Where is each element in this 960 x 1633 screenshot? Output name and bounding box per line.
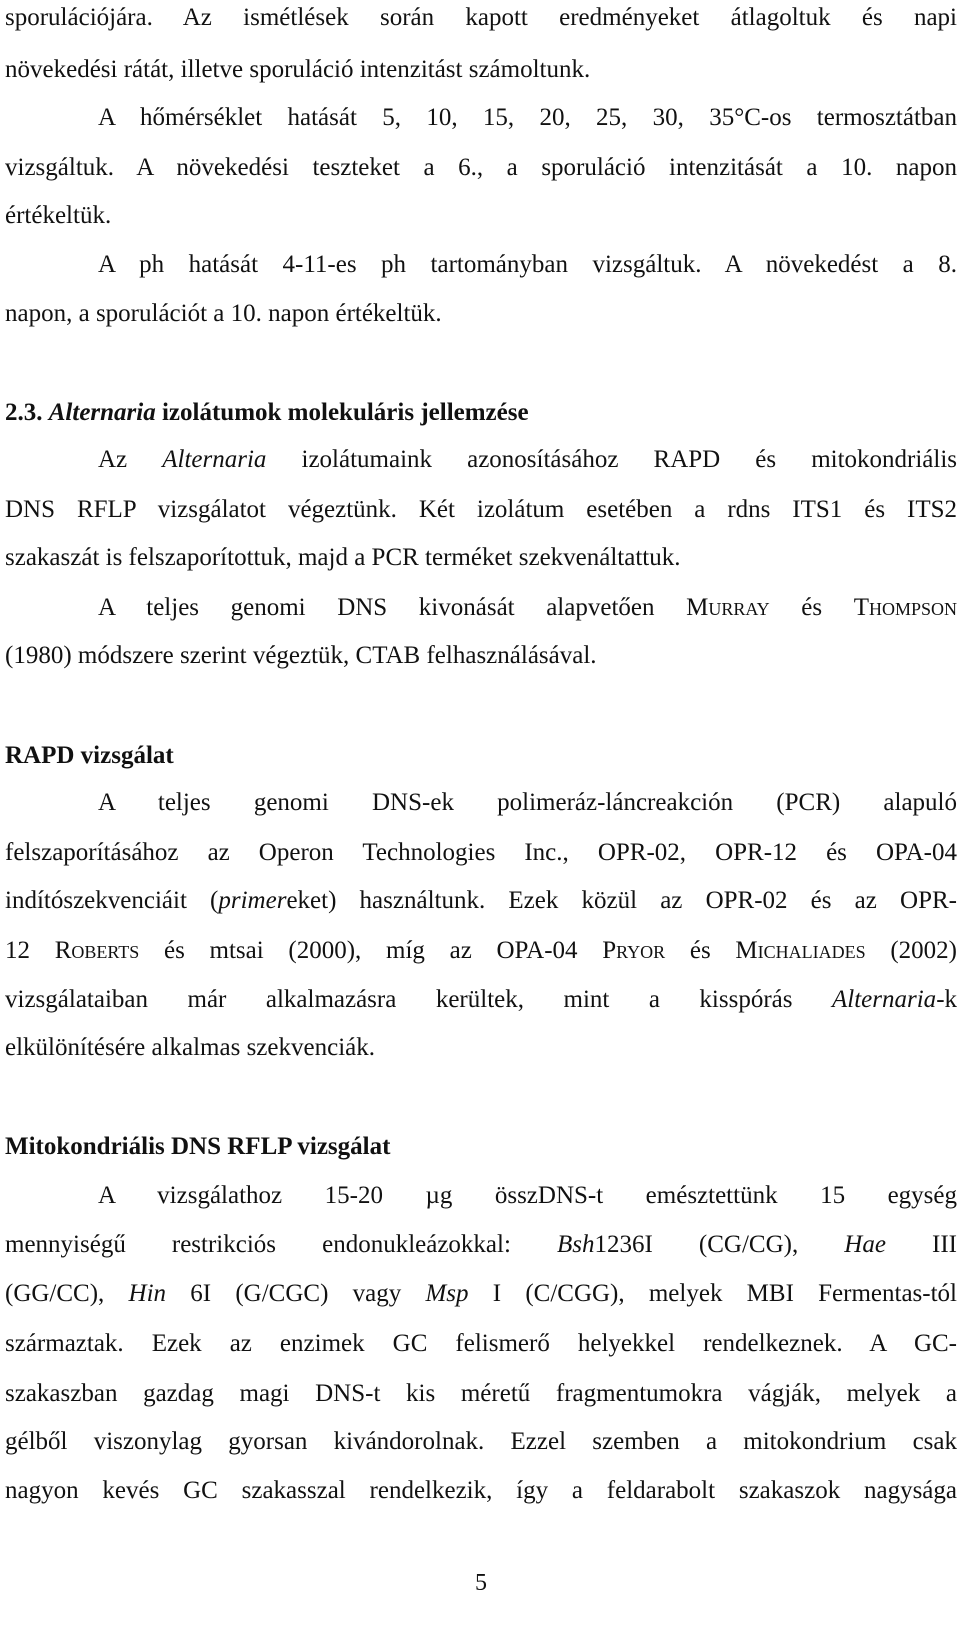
- paragraph-line: szakaszban gazdag magi DNS-t kis méretű fragmentumokra vágják, melyek a: [5, 1380, 957, 1407]
- paragraph-line: (1980) módszere szerint végeztük, CTAB felhasználásával.: [5, 642, 597, 669]
- paragraph-line: növekedési rátát, illetve sporuláció intenzitást számoltunk.: [5, 56, 591, 83]
- text-span: és: [689, 937, 711, 964]
- text-span: eket) használtunk. Ezek közül az OPR-02 és az OPR-: [286, 887, 957, 914]
- section-number: 2.3.: [5, 399, 43, 426]
- text-span: III: [932, 1231, 957, 1258]
- paragraph-line: [5, 1278, 957, 1310]
- paragraph-line: [98, 592, 957, 624]
- author-name: Michaliades: [735, 937, 866, 964]
- author-name: Murray: [686, 594, 770, 621]
- text-span: izolátumaink azonosításához RAPD és mitokondriális: [301, 446, 958, 473]
- paragraph-line: vizsgáltuk. A növekedési teszteket a 6., a sporuláció intenzitását a 10. napon: [5, 154, 957, 181]
- text-span: vizsgálataiban már alkalmazásra kerültek, mint a kisspórás: [5, 986, 793, 1013]
- section-heading: [5, 397, 957, 429]
- text-span: 12: [5, 937, 30, 964]
- paragraph-line: [5, 984, 957, 1016]
- text-span: mennyiségű restrikciós endonukleázokkal:: [5, 1231, 511, 1258]
- subsection-heading: RAPD vizsgálat: [5, 742, 174, 769]
- author-name: Pryor: [602, 937, 666, 964]
- paragraph-line: szakaszát is felszaporítottuk, majd a PCR terméket szekvenáltattuk.: [5, 544, 681, 571]
- paragraph-line: [98, 444, 957, 476]
- paragraph-line: felszaporításához az Operon Technologies Inc., OPR-02, OPR-12 és OPA-04: [5, 839, 957, 866]
- enzyme-name: Msp: [425, 1280, 469, 1307]
- text-span: 6I (G/CGC) vagy: [190, 1280, 402, 1307]
- paragraph-line: DNS RFLP vizsgálatot végeztünk. Két izolátum esetében a rdns ITS1 és ITS2: [5, 496, 957, 523]
- paragraph-line: származtak. Ezek az enzimek GC felismerő helyekkel rendelkeznek. A GC-: [5, 1330, 957, 1357]
- paragraph-line: A vizsgálathoz 15-20 µg összDNS-t emésztettünk 15 egység: [98, 1182, 957, 1209]
- text-span: és mtsai (2000), míg az OPA-04: [164, 937, 578, 964]
- paragraph-line: A teljes genomi DNS-ek polimeráz-láncreakción (PCR) alapuló: [98, 789, 957, 816]
- enzyme-name: Bsh: [557, 1231, 595, 1258]
- genus-name: Alternaria: [162, 446, 267, 473]
- text-span: (2002): [890, 937, 957, 964]
- author-name: Roberts: [54, 937, 140, 964]
- paragraph-line: [5, 885, 957, 917]
- text-span: indítószekvenciáit (: [5, 887, 219, 914]
- subsection-heading: Mitokondriális DNS RFLP vizsgálat: [5, 1133, 391, 1160]
- paragraph-line: [5, 935, 957, 967]
- paragraph-line: A hőmérséklet hatását 5, 10, 15, 20, 25, 30, 35°C-os termosztátban: [98, 104, 957, 131]
- enzyme-name: Hae: [844, 1231, 886, 1258]
- section-title: izolátumok molekuláris jellemzése: [161, 399, 529, 426]
- page-number: 5: [475, 1570, 487, 1596]
- text-span: 1236I (CG/CG),: [594, 1231, 799, 1258]
- text-span: -k: [936, 986, 958, 1013]
- enzyme-name: Hin: [128, 1280, 167, 1307]
- paragraph-line: gélből viszonylag gyorsan kivándorolnak. Ezzel szemben a mitokondrium csak: [5, 1428, 957, 1455]
- paragraph-line: sporulációjára. Az ismétlések során kapott eredményeket átlagoltuk és napi: [5, 4, 957, 31]
- paragraph-line: [5, 1229, 957, 1261]
- paragraph-line: napon, a sporulációt a 10. napon értékeltük.: [5, 300, 442, 327]
- genus-name: Alternaria: [48, 399, 156, 426]
- text-span: Az: [98, 446, 128, 473]
- text-span: (GG/CC),: [5, 1280, 105, 1307]
- author-name: Thompson: [853, 594, 957, 621]
- paragraph-line: A ph hatását 4-11-es ph tartományban vizsgáltuk. A növekedést a 8.: [98, 251, 957, 278]
- text-span: és: [801, 594, 823, 621]
- paragraph-line: nagyon kevés GC szakasszal rendelkezik, így a feldarabolt szakaszok nagysága: [5, 1477, 957, 1504]
- paragraph-line: értékeltük.: [5, 202, 112, 229]
- text-span: A teljes genomi DNS kivonását alapvetően: [98, 594, 655, 621]
- text-span: I (C/CGG), melyek MBI Fermentas-tól: [492, 1280, 957, 1307]
- paragraph-line: elkülönítésére alkalmas szekvenciák.: [5, 1034, 375, 1061]
- genus-name: Alternaria: [832, 986, 937, 1013]
- italic-term: primer: [218, 887, 287, 914]
